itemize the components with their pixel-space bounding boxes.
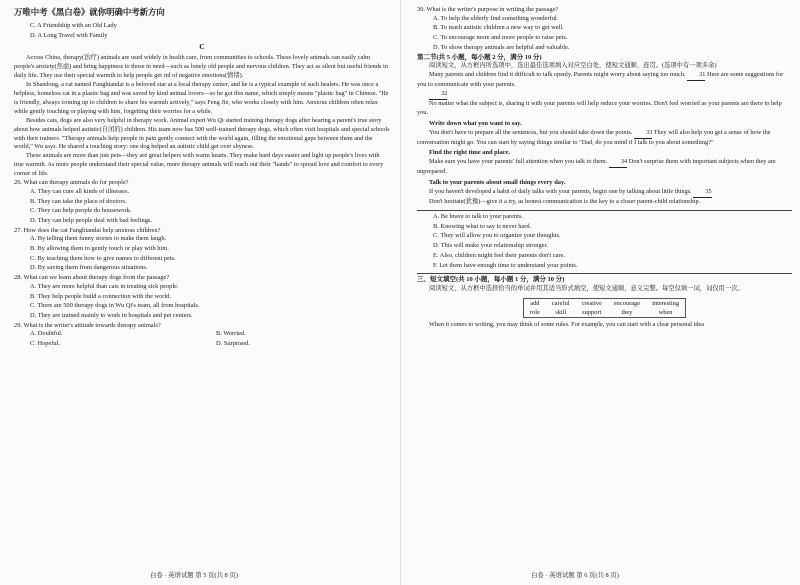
option: B. They can take the place of doctors. (30, 197, 127, 205)
word: they (608, 308, 646, 318)
text: They will also help you get a sense of how the conversation might go. You can start by saying things similar to "Dad, do you mind if I talk to you about something?" (417, 128, 771, 146)
passage-paragraph (417, 129, 792, 148)
passage-paragraph: Besides cats, dogs are also very helpful in therapy work. Animal expert Wu Qi started training therapy dogs after hearing a parent's true story about how animals helped autistic(自闭的) children. His team now has 500 well-trained therapy dogs, which often visit hospitals and special schools with their trainers. "Therapy animals help people in pain gently connect with the world again, filling the emotional gaps between them and the world," Wu says. He shared a touching story: one dog helped an autistic child get over shyness. (14, 116, 390, 151)
passage-paragraph (417, 90, 792, 100)
option: A. To help the elderly find something wonderful. (433, 14, 559, 22)
option: B. They help people build a connection with the world. (30, 292, 171, 300)
page-footer: 白卷 · 英语试题 第 6 页(共 8 页) (531, 572, 619, 579)
choice: C. They will allow you to organize your thoughts. (433, 232, 561, 240)
word: skill (546, 308, 576, 318)
word: when (646, 308, 685, 318)
passage-paragraph (417, 158, 792, 177)
word: encourage (608, 298, 646, 308)
word-box (523, 298, 686, 318)
page-header: 万唯中考《黑白卷》就你明确中考新方向 (14, 8, 165, 17)
word: support (576, 308, 608, 318)
option: D. They are trained mainly to work in hospitals and pet centers. (30, 311, 193, 319)
option: D. By saving them from dangerous situations. (30, 264, 148, 272)
divider (417, 273, 792, 274)
passage-paragraph: When it comes to writing, you may think of some rules. For example, you can start with a clear personal idea (429, 320, 705, 328)
subheading: Write down what you want to say. (429, 119, 522, 127)
blank-32: 32 (429, 90, 447, 100)
option: A. They are more helpful than cats in treating sick people. (30, 282, 179, 290)
passage-paragraph: Don't hesitate(犹豫)—give it a try, as honest communication is the key to a closer parent-child relationship. (429, 198, 701, 206)
part-title: 三、短文填空(共 10 小题，每小题 1 分，满分 10 分) (417, 276, 565, 284)
option: D. Surprised. (216, 340, 250, 348)
option: B. By allowing them to gently touch or play with him. (30, 245, 169, 253)
word: interesting (646, 298, 685, 308)
option: C. They can help people do housework. (30, 207, 132, 215)
instructions: 阅读短文，从方框中选择恰当的单词并用其适当形式填空，使短文通顺，意义完整。每空仅填一词，词仅用一次。 (429, 285, 744, 293)
blank-31: 31 (687, 71, 705, 81)
choice: E. Also, children might feel their parents don't care. (433, 251, 565, 259)
option: C. A Friendship with an Old Lady (30, 22, 117, 29)
text: Many parents and children find it difficult to talk openly. Parents might worry about saying too much. (429, 71, 686, 79)
option: A. By telling them funny stories to make them laugh. (30, 235, 167, 243)
question-29: 29. What is the writer's attitude towards therapy animals? (14, 321, 161, 329)
text: Make sure you have your parents' full attention when you talk to them. (429, 158, 608, 166)
option: B. To teach autistic children a new way to get well. (433, 24, 564, 32)
option-row (14, 340, 390, 350)
section-label: C (199, 42, 205, 52)
option-row (14, 330, 390, 340)
blank-35: 35 (693, 188, 711, 198)
option: A. They can cure all kinds of illnesses. (30, 187, 130, 195)
choice: A. Be brave to talk to your parents. (433, 213, 523, 221)
text: Don't surprise them with important subjects when they are unprepared. (417, 158, 776, 176)
option: C. To encourage more and more people to raise pets. (433, 34, 568, 42)
option: B. Worried. (216, 330, 246, 338)
divider (417, 210, 792, 211)
option: A. Doubtful. (30, 330, 63, 338)
right-page (400, 0, 800, 585)
option: D. A Long Travel with Family (30, 31, 108, 39)
passage-paragraph: In Shandong, a cat named Fanghiandai is a beloved star at a local therapy center, and he is a typical example of such healers. He was once a helpless, homeless cat in a plastic bag and was saved by kind animal lovers—so he got this name, which simply means "plastic bag" in Chinese. "He is friendly, always coming up to children to share his warmth actively," says Feng Jie, who works closely with him. Anxious children often relax while gently touching or playing with him, forgetting their worries for a while. (14, 81, 389, 115)
text: You don't have to prepare all the sentences, but you should take down the points. (429, 128, 633, 136)
choice: D. This will make your relationship stronger. (433, 242, 548, 250)
choice: F. Let them have enough time to understand your points. (433, 261, 578, 269)
text: If you haven't developed a habit of daily talks with your parents, begin one by talking about little things. (429, 188, 692, 196)
page-footer: 白卷 · 英语试题 第 5 页(共 8 页) (150, 572, 238, 579)
option: D. To show therapy animals are helpful and valuable. (433, 43, 570, 51)
subheading: Find the right time and place. (429, 149, 510, 157)
question-28: 28. What can we learn about therapy dogs from the passage? (14, 274, 170, 282)
blank-33: 33 (634, 129, 652, 139)
question-26: 26. What can therapy animals do for people? (14, 179, 129, 187)
subheading: Talk to your parents about small things every day. (429, 179, 566, 187)
option: C. There are 500 therapy dogs in Wu Qi's team, all from hospitals. (30, 302, 200, 310)
word: role (523, 308, 545, 318)
option: C. Hopeful. (30, 340, 60, 348)
blank-34: 34 (609, 158, 627, 168)
question-27: 27. How does the cat Fanghiandai help anxious children? (14, 226, 161, 234)
word: careful (546, 298, 576, 308)
word: creative (576, 298, 608, 308)
instructions: 阅读短文，从方框内所选项中，选出最佳选项填入对应空白处，使短文通顺、连贯。(选项中有一项多余) (429, 62, 717, 70)
passage-paragraph: No matter what the subject is, sharing it with your parents will help reduce your worries. Don't feel worried as your parents are there to help you. (417, 99, 782, 116)
option: D. They can help people deal with bad feelings. (30, 216, 152, 224)
passage-paragraph (417, 71, 792, 90)
choice: B. Knowing what to say is never hard. (433, 222, 532, 230)
passage-paragraph: Across China, therapy(治疗) animals are used widely in health care, from communities to schools. These lovely animals can easily calm people's anxiety(焦虑) and bring happiness to those in need—such as lonely old people and nervous children. They act as silent but useful friends in daily life. They use their special warmth to help people get rid of negative emotions(情绪). (14, 54, 388, 80)
passage-paragraph (417, 188, 792, 198)
option: C. By teaching them how to give names to different pets. (30, 254, 176, 262)
text: Here are some suggestions for you to communicate with your parents. (417, 71, 784, 89)
passage-paragraph: These animals are more than just pets—they are great helpers with warm hearts. They make hard days easier and light up people's lives with true warmth. As more people understand their special value, more therapy animals will reach out their "hands" to spread love and comfort to every corner of life. (14, 152, 384, 178)
question-30: 30. What is the writer's purpose in writing the passage? (417, 6, 559, 13)
part-title: 第二节(共 5 小题，每小题 2 分，满分 10 分) (417, 53, 542, 61)
word: add (523, 298, 545, 308)
